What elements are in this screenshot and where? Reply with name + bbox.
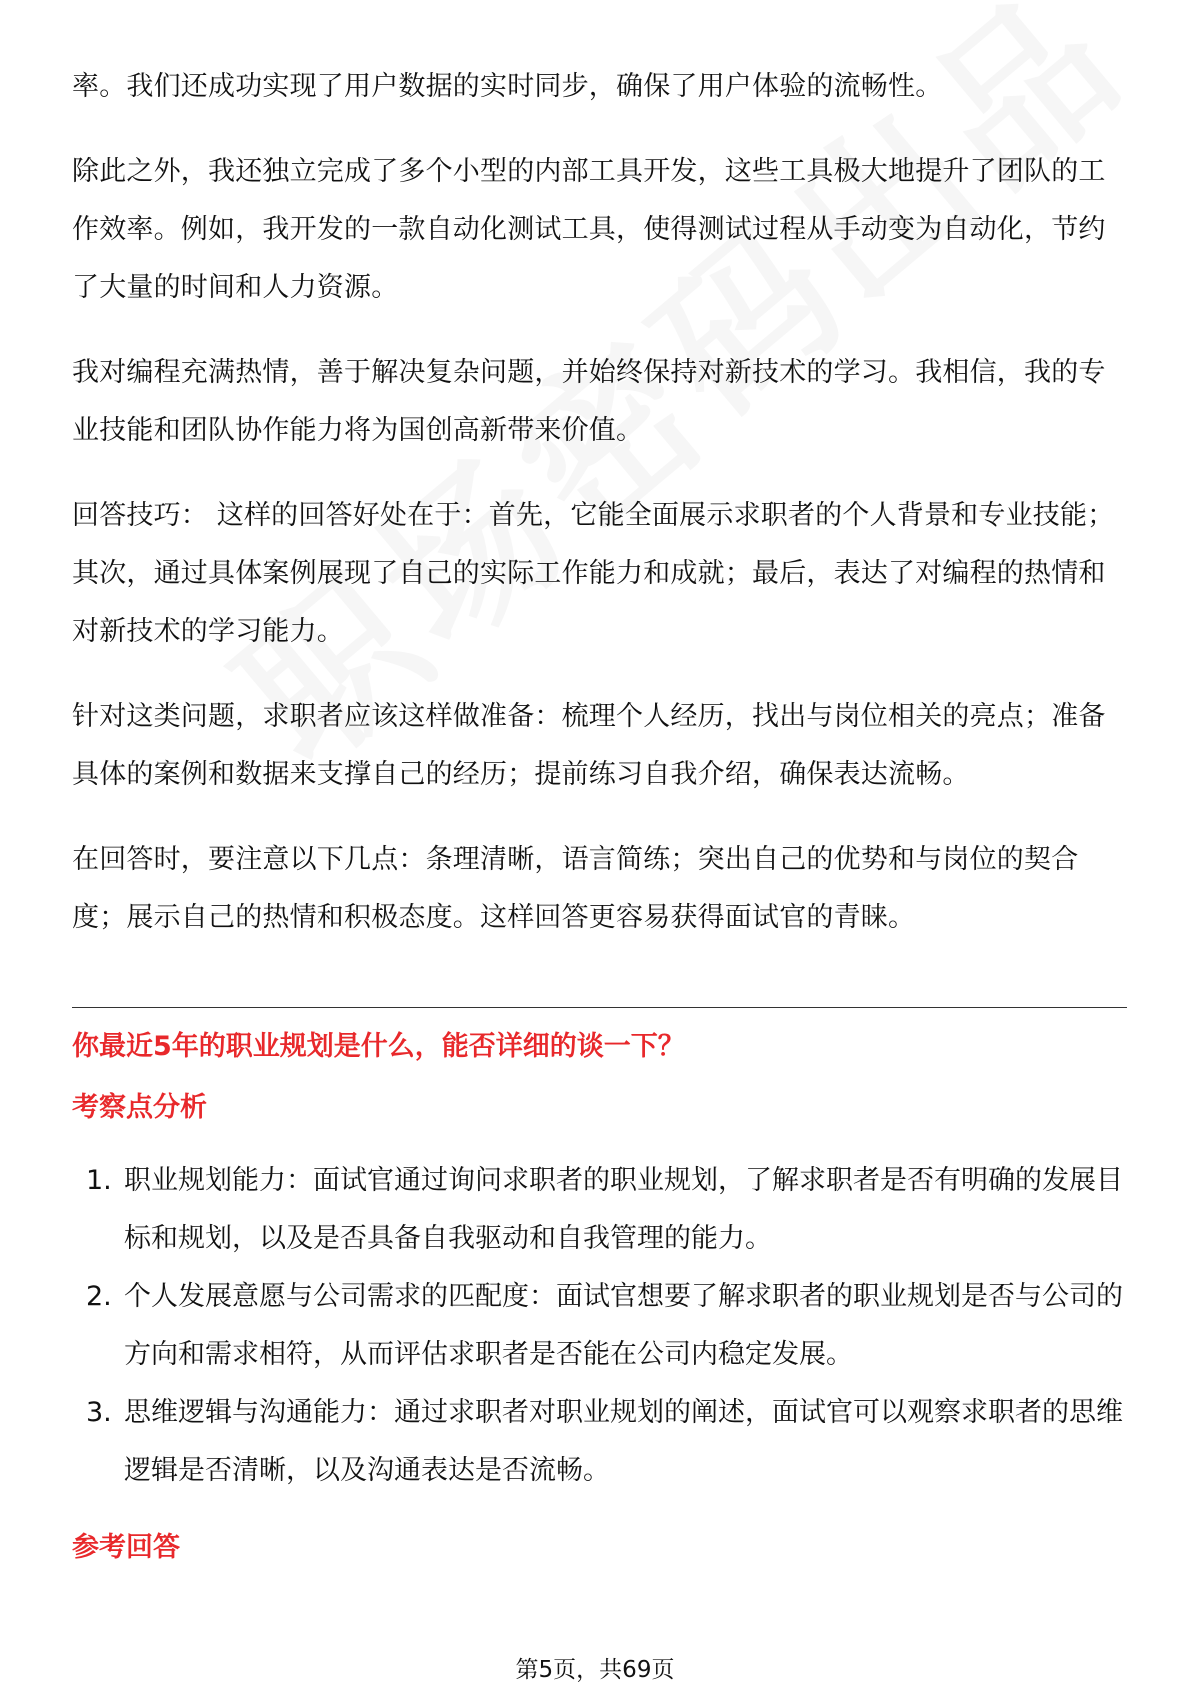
question-heading: 你最近5年的职业规划是什么，能否详细的谈一下？: [72, 1031, 685, 1062]
list-item: [72, 1384, 1127, 1500]
section-divider: [72, 1007, 1127, 1008]
paragraph: 在回答时，要注意以下几点：条理清晰，语言简练；突出自己的优势和与岗位的契合度；展示自己的热情和积极态度。这样回答更容易获得面试官的青睐。: [72, 844, 1079, 933]
list-item: [72, 1152, 1127, 1268]
list-number: 3.: [86, 1397, 112, 1428]
answer-heading: 参考回答: [72, 1532, 180, 1563]
page-footer: 第5页，共69页: [515, 1657, 675, 1683]
body-text: [72, 58, 1127, 974]
list-item-text: 个人发展意愿与公司需求的匹配度：面试官想要了解求职者的职业规划是否与公司的方向和需求相符，从而评估求职者是否能在公司内稳定发展。: [124, 1281, 1123, 1370]
analysis-list: [72, 1152, 1127, 1500]
paragraph: 率。我们还成功实现了用户数据的实时同步，确保了用户体验的流畅性。: [72, 71, 943, 102]
list-number: 2.: [86, 1281, 112, 1312]
list-item-text: 思维逻辑与沟通能力：通过求职者对职业规划的阐述，面试官可以观察求职者的思维逻辑是否清晰，以及沟通表达是否流畅。: [124, 1397, 1123, 1486]
list-number: 1.: [86, 1165, 112, 1196]
paragraph: 除此之外，我还独立完成了多个小型的内部工具开发，这些工具极大地提升了团队的工作效率。例如，我开发的一款自动化测试工具，使得测试过程从手动变为自动化，节约了大量的时间和人力资源。: [72, 156, 1106, 303]
analysis-heading: 考察点分析: [72, 1092, 207, 1123]
list-item: [72, 1268, 1127, 1384]
paragraph: 回答技巧： 这样的回答好处在于：首先，它能全面展示求职者的个人背景和专业技能；其次，通过具体案例展现了自己的实际工作能力和成就；最后，表达了对编程的热情和对新技术的学习能力。: [72, 500, 1115, 647]
paragraph: 我对编程充满热情，善于解决复杂问题，并始终保持对新技术的学习。我相信，我的专业技能和团队协作能力将为国创高新带来价值。: [72, 357, 1106, 446]
paragraph: 针对这类问题，求职者应该这样做准备：梳理个人经历，找出与岗位相关的亮点；准备具体的案例和数据来支撑自己的经历；提前练习自我介绍，确保表达流畅。: [72, 701, 1106, 790]
list-item-text: 职业规划能力：面试官通过询问求职者的职业规划，了解求职者是否有明确的发展目标和规划，以及是否具备自我驱动和自我管理的能力。: [124, 1165, 1123, 1254]
